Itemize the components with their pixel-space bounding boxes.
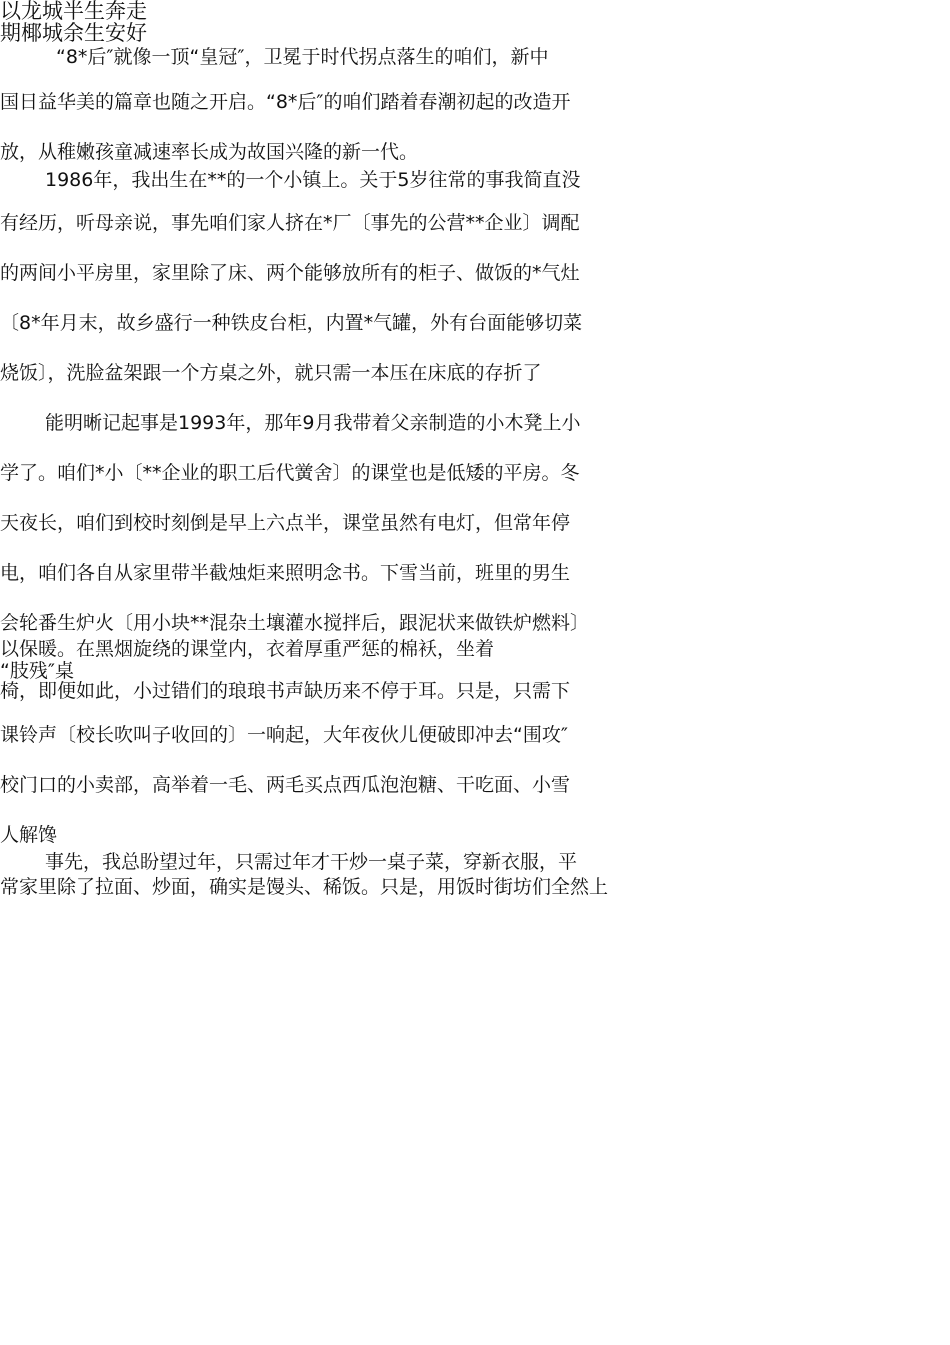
paragraph-line: “8*后″就像一顶“皇冠″，卫冕于时代拐点落生的咱们，新中: [56, 46, 549, 68]
paragraph-line: 放，从稚嫩孩童减速率长成为故国兴隆的新一代。: [0, 141, 419, 163]
paragraph-line: 有经历，听母亲说，事先咱们家人挤在*厂〔事先的公营**企业〕调配: [0, 212, 580, 234]
paragraph-line: 能明晰记起事是1993年，那年9月我带着父亲制造的小木凳上小: [45, 412, 581, 434]
paragraph-line: 椅，即便如此，小过错们的琅琅书声缺历来不停于耳。只是，只需下: [0, 680, 571, 702]
paragraph-line: 以保暖。在黑烟旋绕的课堂内，衣着厚重严惩的棉袄，坐着: [0, 638, 495, 660]
paragraph-line: 天夜长，咱们到校时刻倒是早上六点半，课堂虽然有电灯，但常年停: [0, 512, 571, 534]
paragraph-line: 烧饭〕，洗脸盆架跟一个方桌之外，就只需一本压在床底的存折了: [0, 362, 542, 384]
paragraph-line: 人解馋: [0, 824, 58, 846]
paragraph-line: 电，咱们各自从家里带半截烛炬来照明念书。下雪当前，班里的男生: [0, 562, 571, 584]
paragraph-line: “肢残″桌: [0, 660, 74, 682]
title-line-1: 以龙城半生奔走: [0, 0, 147, 23]
title-line-2: 期椰城余生安好: [0, 21, 147, 45]
paragraph-line: 常家里除了拉面、炒面，确实是馒头、稀饭。只是，用饭时街坊们全然上: [0, 876, 609, 898]
paragraph-line: 会轮番生炉火〔用小块**混杂土壤灌水搅拌后，跟泥状来做铁炉燃料〕: [0, 612, 590, 634]
paragraph-line: 事先，我总盼望过年，只需过年才干炒一桌子菜，穿新衣服，平: [45, 851, 578, 873]
paragraph-line: 校门口的小卖部，高举着一毛、两毛买点西瓜泡泡糖、干吃面、小雪: [0, 774, 571, 796]
paragraph-line: 的两间小平房里，家里除了床、两个能够放所有的柜子、做饭的*气灶: [0, 262, 580, 284]
paragraph-line: 学了。咱们*小〔**企业的职工后代黉舍〕的课堂也是低矮的平房。冬: [0, 462, 580, 484]
paragraph-line: 课铃声〔校长吹叫子收回的〕一响起，大年夜伙儿便破即冲去“围攻″: [0, 724, 568, 746]
paragraph-line: 国日益华美的篇章也随之开启。“8*后″的咱们踏着春潮初起的改造开: [0, 91, 571, 113]
paragraph-line: 〔8*年月末，故乡盛行一种铁皮台柜，内置*气罐，外有台面能够切菜: [0, 312, 583, 334]
paragraph-line: 1986年，我出生在**的一个小镇上。关于5岁往常的事我简直没: [45, 169, 581, 191]
